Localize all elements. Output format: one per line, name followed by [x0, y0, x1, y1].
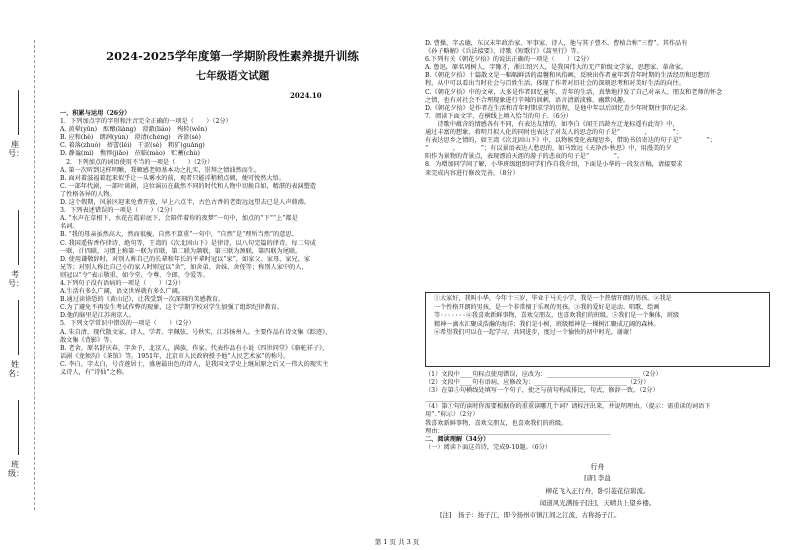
- question-line: 《孙子略解》《兵法接要》、诗歌《短歌行》《蒿里行》等。: [425, 48, 583, 56]
- question-line: 1．下列加点字的字形和注音完全正确的一项是（ ）（2分）: [60, 118, 232, 126]
- question-line: D. 使用谦敬辞时，对别人称自己的长辈和年长的平辈时冠以“家”，如家父、家母、家兄、家: [60, 255, 311, 263]
- question-line: 二、阅读理解（34分）: [425, 435, 490, 443]
- binding-margin: [0, 0, 40, 550]
- question-line: A. 鲁迅，原名周树人，字豫才，浙江绍兴人，是我国伟大的无产阶级文学家、思想家、革命家。: [425, 64, 688, 72]
- question-line: 话剧《龙须沟》《茶馆》等。1951年，北京市人民政府授予他“人民艺术家”的称号。: [60, 352, 290, 360]
- question-line: C. 李白，字太白，号青莲居士，盛唐最出色的诗人，是我国文学史上继屈原之后又一伟大的现实主: [60, 360, 329, 368]
- question-line: 了性格各异的人物。: [60, 190, 116, 198]
- question-line: B. “我的母亲虽然高大，然而很瘦，自然不算重”一句中，“自然”是“理所当然”的意思。: [60, 231, 298, 239]
- question-line: A. 第一次听到这样明晰，我顿感老师基本功之扎实，崇拜之情油然而生。: [60, 166, 261, 174]
- intro-text-line: ⑥希望我们可以在一起学习，共同进步，度过一个愉快的初中时光。谢谢！: [434, 329, 636, 337]
- question-line: C.《朝花夕拾》中的文章，大多是作者回忆童年、青年的生活，真挚地抒发了自己对亲人、朋友和老师的怀念: [425, 88, 723, 96]
- question-line: 2．下列加点的词语使用不当的一项是（ ）（2分）: [60, 158, 214, 166]
- class-line: [18, 400, 19, 455]
- question-line: 6.下列有关《朝花夕拾》的说法正确的一项是（ ）（2分）: [425, 56, 593, 64]
- question-line: D.他的脑里是江苏南京人。: [60, 312, 135, 320]
- self-intro-box: [425, 292, 770, 367]
- question-line: B.《朝花夕拾》十篇散文是一幅幅鲜活的温馨和风俗画，反映出作者童年到青年时期的生活经历和思想历: [425, 72, 710, 80]
- exam-no-line: [18, 210, 19, 265]
- question-line: 义诗人，有“诗仙”之称。: [60, 369, 129, 376]
- poem-author: [唐] 李益: [584, 474, 611, 482]
- question-line: A. 朱自清，现代散文家、诗人、学者。字佩弦，号秋实，江苏扬州人。主要作品有诗文集《踪迹》、: [60, 328, 332, 336]
- exam-no-label: 考号：: [8, 270, 24, 288]
- question-line: 8．为增加同学间了解，小华班级组织同学们作自我介绍，下面是小华的一段发言稿，请接要求: [425, 161, 683, 169]
- question-line: C.为了避免不再发生考试作弊的现象，这个学期学校对学生加强了组织纪律教育。: [60, 304, 284, 312]
- exam-date: 2024.10: [290, 91, 322, 100]
- exam-title: 2024-2025学年度第一学期阶段性素养提升训练: [106, 49, 359, 63]
- question-line: 兄等；对别人称比自己小的家人时则冠以“舍”，如舍弟、舍妹、舍侄等；称别人家中的人，: [60, 263, 308, 271]
- poem-note: [注] 扬子：扬子江，即今扬州市镇江间之江流，古称扬子江。: [440, 511, 621, 519]
- question-line: A.生活有多么广阔，语文世界就有多么广阔。: [60, 288, 184, 296]
- question-line: 名词。: [60, 223, 79, 231]
- question-line: “ ， ”；有以景语表达人愁思的，如马致远《天净沙·秋思》中，用漫美的夕: [425, 145, 672, 153]
- question-line: ______________________________________________________________: [425, 395, 617, 403]
- question-line: A. 黄晕(yūn) 酝酿(liàng) 澄澈(liáo) 殉转(wěn): [60, 126, 208, 134]
- question-line: C. 一部年代剧，一部叶谈剧，这位演员在截然不同的时代和人物中切换自如，精湛的表演塑造: [60, 182, 316, 190]
- question-line: 程，从中可以看出当时社会与百姓生活，体现了作者对旧社会的深刻思考和对美好生活的向往。: [425, 80, 685, 88]
- question-line: 则冠以“令”表示敬重，如令堂、令尊、令郎、令爱等。: [60, 271, 209, 279]
- intro-text-line: 精神一滴水汇聚成浩瀚的海洋；我们是小树，班级精神是一棵树汇聚成辽阔的森林。: [434, 320, 660, 328]
- question-line: D. 静谧(mì) 憔悴(jiāo) 莅临(mào) 贮蓄(chù): [60, 150, 200, 158]
- seat-line: [18, 90, 19, 135]
- intro-text-line: ①大家好，我叫小华，今年十三岁，毕业于马关小学，我是一个热情开朗的男孩。②我是: [434, 295, 672, 302]
- intro-text-line: 一个性格开朗的男孩，是一个非常擅于乐观的男孩。③我的爱好是运动、唱歌、绘画: [434, 303, 660, 311]
- question-line: C. 着落(zhuó) 蓓蕾(lěi) 干涩(sè) 粗犷(guǎng): [60, 142, 205, 150]
- name-line: [18, 300, 19, 355]
- question-line: （一）阅读下面这首诗，完成9-10题。（6分）: [425, 443, 552, 451]
- question-line: 用“．”标示）（2分）: [425, 411, 479, 419]
- left-column: [60, 110, 405, 377]
- question-line: B. 面对着滋福着起来似乎让一头雾水的前，观者只能淫稍稍点顿，便可悦然大悟。: [60, 174, 286, 182]
- question-line: 理由：______________________________________________________: [425, 427, 611, 435]
- question-line: 之情，也有对社会不合理现象进行辛辣的讽刺，语言清新淡雅、幽默风趣。: [425, 96, 630, 104]
- question-line: 通过丰富的想象，将明月拟人化的同时也表达了对友人的思念的句子是“ ， ”；: [425, 129, 682, 137]
- question-line: 7．阅读下面文字，在横线上填入恰当的句子。（6分）: [425, 112, 573, 120]
- question-line: B.通过读徐恐的《黄山记》，让我受到一次深刻的美感教育。: [60, 296, 225, 304]
- question-line: 一、积累与运用（26分）: [60, 110, 131, 117]
- name-label: 姓名：: [8, 360, 24, 378]
- question-line: （1）文段中____句标点使用错误，应改为：______________________________（2分）: [425, 371, 662, 378]
- question-line: 4.下列句子没有语病的一项是（ ）（2分）: [60, 279, 185, 287]
- question-line: D. 曹操，字孟德，东汉末年政治家、军事家、诗人，他与其子曹丕、曹植合称“三曹”。其作品有: [425, 40, 688, 47]
- question-line: B. 老舍，原名舒庆春，字舍予，北京人，满族，作家。代表作品有小说《四世同堂》《骆驼祥子》，: [60, 344, 329, 352]
- page-number: 第 1 页 共 3 页: [374, 538, 420, 546]
- question-line: 诗歌中蕴含的情感各有不同，有表达友情的，如李白《闻王昌龄左迁龙标遥有此寄》中，: [425, 120, 679, 128]
- question-line: A. “水声在草根下，水花在霞彩底下，会陪伴着你的夜梦”一句中，加点的“下”“上”都是: [60, 215, 298, 223]
- question-line: （4）第①句的读时你需要根据你的重重读哪几个词？请标注出来，并说明理由。（提示：需重读的词语下: [425, 403, 711, 411]
- intro-text-line: 等·······④我喜欢新鲜事物，喜欢交朋友，也喜欢我们的班级。⑤我们是一个集体，班级: [434, 312, 680, 320]
- poem-line-2: 闻道风光满扬子[注]，天晴共上望乡楼。: [539, 499, 656, 507]
- question-line: B. 应和(hè) 朗润(yùn) 澄清(chéng) 吝啬(sè): [60, 134, 201, 142]
- seat-label: 座号：: [8, 140, 24, 158]
- question-line: 我喜欢新鲜事物，喜欢交朋友，也喜欢我们的班级。: [425, 419, 568, 427]
- question-line: 3．下列表述错误的一项是（ ）（2分）: [60, 207, 177, 215]
- poem-line-1: 柳花飞入正行舟，卧引菱花信碧流。: [545, 487, 650, 495]
- right-column-middle: [425, 371, 770, 452]
- question-line: （3）在第⑤句横线处填写一个句子，使之与前句构成排比，句式、修辞一致。（2分）: [425, 387, 659, 395]
- question-line: 5．下列文学常识中错误的一项是（ ）（2分）: [60, 320, 195, 328]
- question-line: D.《朝花夕拾》是作者在生活和青年时期求学的历程，是他中年以后回忆青少年时期往事的记录。: [425, 104, 692, 112]
- poem-title: 行舟: [590, 463, 605, 471]
- class-label: 班级：: [8, 460, 24, 478]
- fold-line: [34, 40, 35, 510]
- question-line: 阳作为景物的背景点，表现漂泊天涯的游子的悲哀的句子是“ ”。: [425, 153, 624, 161]
- right-column-top: [425, 40, 770, 178]
- question-line: D. 这个假期，风景区迎来免费开放，早上六点半，古色古香的老街远远望去已是人声鼎沸。: [60, 199, 310, 207]
- question-line: 散文集《背影》等。: [60, 336, 116, 344]
- exam-subtitle: 七年级语文试题: [195, 70, 270, 82]
- question-line: 有表达思乡之情的，如王湾《次北固山下》中，以物候变化表现思乡，借助书信寄达的句子是“ ”；: [425, 137, 716, 145]
- question-line: 来完成内容进行修改完善。（8分）: [425, 169, 519, 177]
- question-line: 一联，计四联，习惯上称第一联为首联，第二联为颔联，第三联为颈联，第四联为尾联。: [60, 247, 302, 255]
- question-line: C. 我国遥传香作律诗、绝句等，王湾的《次北固山下》是律诗，以八句完篇的律诗，每二句成: [60, 239, 316, 247]
- question-line: （2）文段中____句有语病，应修改为：______________________________（2分）: [425, 379, 650, 387]
